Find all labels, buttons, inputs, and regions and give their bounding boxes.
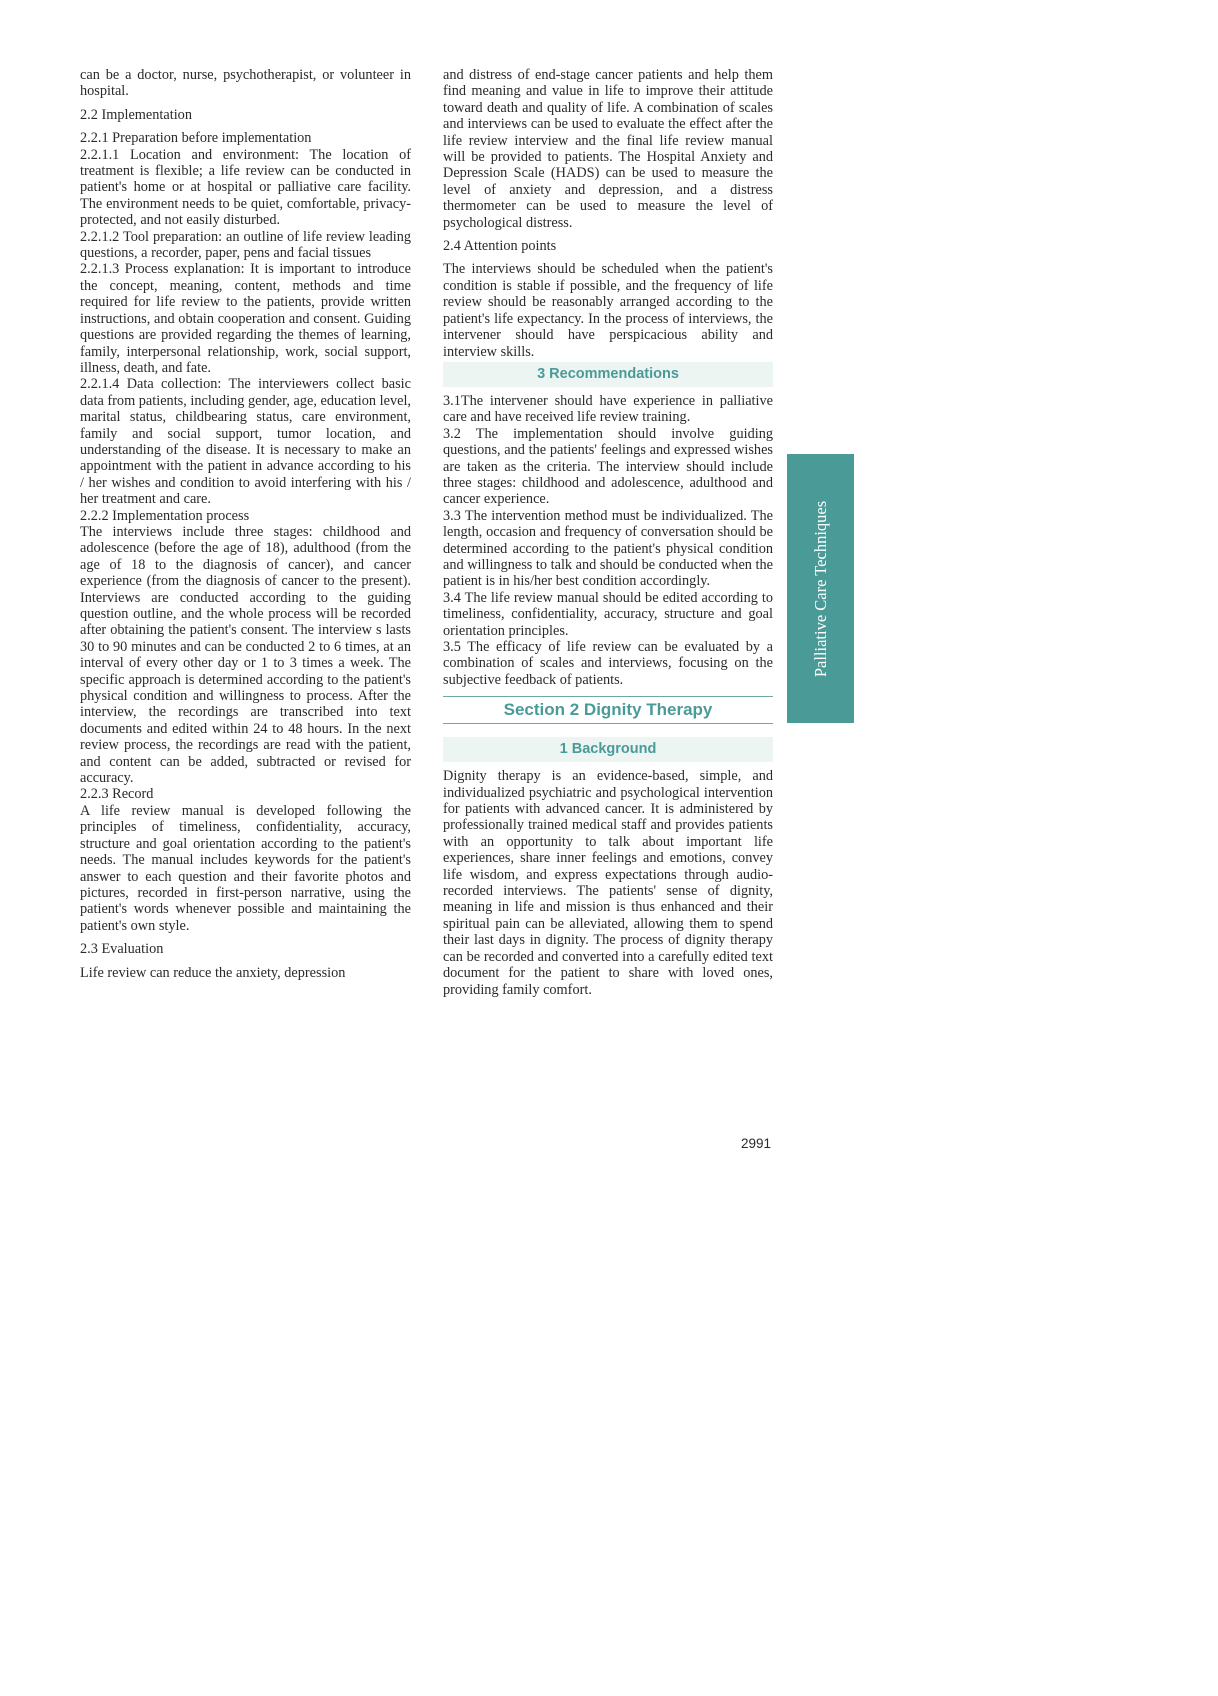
right-column — [443, 67, 773, 998]
paragraph-2-2-1-2: 2.2.1.2 Tool preparation: an outline of life review leading questions, a recorder, paper, pens and facial tissues — [80, 228, 411, 262]
heading-1-background: 1 Background — [443, 737, 773, 762]
intro-paragraph: can be a doctor, nurse, psychotherapist, or volunteer in hospital. — [80, 67, 411, 100]
heading-2-3: 2.3 Evaluation — [80, 941, 164, 958]
paragraph-2-4: The interviews should be scheduled when the patient's condition is stable if possible, and the frequency of life review should be reasonably arranged according to the patient's life expectancy. In the process of interviews, the intervener should have perspicacious ability and interview skills. — [443, 261, 773, 360]
recommendation-3-2: 3.2 The implementation should involve guiding questions, and the patients' feelings and expressed wishes are taken as the criteria. The interview should include three stages: childhood and adolescence, adulthood and cancer experience. — [443, 425, 773, 508]
paragraph-2-2-3: A life review manual is developed following the principles of timeliness, confidentiality, accuracy, structure and goal orientation according to the patient's needs. The manual includes keywords for the patient's answer to each question and their favorite photos and pictures, recorded in first-person narrative, using the patient's words whenever possible and maintaining the patient's own style. — [80, 802, 411, 934]
heading-3-recommendations: 3 Recommendations — [443, 362, 773, 387]
recommendation-3-4: 3.4 The life review manual should be edited according to timeliness, confidentiality, accuracy, structure and goal orientation principles. — [443, 589, 773, 639]
paragraph-background: Dignity therapy is an evidence-based, simple, and individualized psychiatric and psychological intervention for patients with advanced cancer. It is administered by professionally trained medical staff and provides patients with an opportunity to talk about important life experiences, share inner feelings and emotions, convey life wisdom, and express expectations through audio-recorded interviews. The patients' sense of dignity, meaning in life and mission is thus enhanced and their spiritual pain can be alleviated, allowing them to spend their last days in dignity. The process of dignity therapy can be recorded and converted into a carefully edited text document for the patient to share with loved ones, providing family comfort. — [443, 768, 773, 998]
recommendation-3-3: 3.3 The intervention method must be individualized. The length, occasion and frequency of conversation should be determined according to the patient's physical condition and willingness to talk and should be conducted when the patient is in his/her best condition accordingly. — [443, 507, 773, 590]
paragraph-2-2-1-3: 2.2.1.3 Process explanation: It is important to introduce the concept, meaning, content, methods and time required for life review to the patients, provide written instructions, and obtain cooperation and consent. Guiding questions are provided regarding the themes of learning, family, interpersonal relationship, work, social support, illness, death, and fate. — [80, 261, 411, 376]
page-number: 2991 — [741, 1136, 772, 1151]
heading-2-2-1: 2.2.1 Preparation before implementation — [80, 130, 312, 147]
paragraph-2-3-continued: and distress of end-stage cancer patients and help them find meaning and value in life to improve their attitude toward death and quality of life. A combination of scales and interviews can be used to evaluate the effect after the life review interview and the final life review manual will be provided to patients. The Hospital Anxiety and Depression Scale (HADS) can be used to measure the level of anxiety and depression, and a distress thermometer can be used to measure the level of psychological distress. — [443, 67, 773, 231]
paragraph-2-3-start: Life review can reduce the anxiety, depression — [80, 964, 346, 981]
paragraph-2-2-1-1: 2.2.1.1 Location and environment: The location of treatment is flexible; a life review can be conducted in patient's home or at hospital or palliative care facility. The environment needs to be quiet, comfortable, privacy-protected, and not easily disturbed. — [80, 146, 411, 229]
paragraph-2-2-1-4: 2.2.1.4 Data collection: The interviewers collect basic data from patients, including gender, age, education level, marital status, childbearing status, care environment, family and social support, tumor location, and understanding of the disease. It is necessary to make an appointment with the patient in advance according to his / her wishes and condition to avoid interfering with his / her treatment and care. — [80, 376, 411, 508]
heading-2-2-3: 2.2.3 Record — [80, 786, 154, 803]
heading-2-4: 2.4 Attention points — [443, 238, 557, 255]
section-2-title: Section 2 Dignity Therapy — [443, 696, 773, 724]
side-tab — [787, 454, 854, 723]
heading-2-2-2: 2.2.2 Implementation process — [80, 507, 250, 524]
recommendation-3-5: 3.5 The efficacy of life review can be evaluated by a combination of scales and interviews, focusing on the subjective feedback of patients. — [443, 639, 773, 688]
left-column — [80, 67, 411, 981]
heading-2-2: 2.2 Implementation — [80, 106, 192, 123]
paragraph-2-2-2: The interviews include three stages: childhood and adolescence (before the age of 18), adulthood (from the age of 18 to the diagnosis of cancer), and cancer experience (from the diagnosis of cancer to the present). Interviews are conducted according to the guiding question outline, and the whole process will be recorded after obtaining the patient's consent. The interview s lasts 30 to 90 minutes and can be conducted 2 to 6 times, at an interval of every other day or 1 to 3 times a week. The specific approach is determined according to the patient's physical condition and willingness to process. After the interview, the recordings are transcribed into text documents and edited within 24 to 48 hours. In the next review process, the recordings are read with the patient, and content can be added, subtracted or revised for accuracy. — [80, 523, 411, 787]
side-tab-label: Palliative Care Techniques — [810, 500, 830, 677]
recommendation-3-1: 3.1The intervener should have experience in palliative care and have received life review training. — [443, 392, 773, 426]
